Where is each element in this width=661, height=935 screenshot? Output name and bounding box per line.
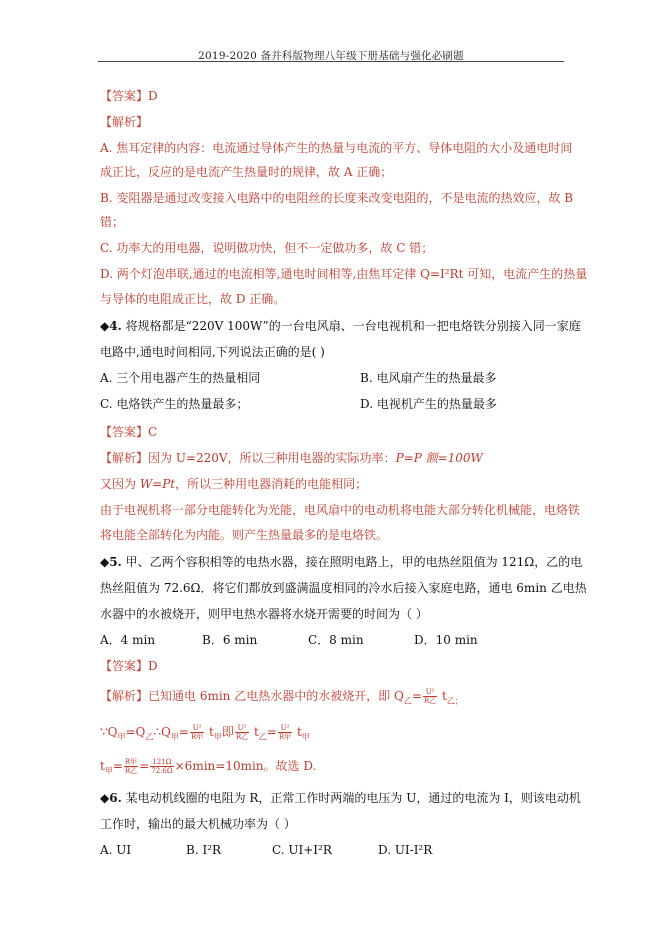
q5-sub-yi-end: 乙； (446, 696, 463, 706)
q4-stem-line1 (100, 318, 581, 334)
q5-t3: t (250, 725, 259, 739)
q4-analysis-line4: 将电能全部转化为内能。则产生热量最多的是电烙铁。 (100, 528, 389, 542)
q5-fraction-u2-over-ryi-2 (235, 724, 249, 741)
q6-stem-line1 (100, 790, 581, 806)
q5-t2: t (205, 725, 214, 739)
q5-sub-jia: 甲 (117, 732, 126, 742)
q6-stem-text1: 某电动机线圈的电阻为 R，正常工作时两端的电压为 U，通过的电流为 I，则该电动机 (121, 791, 581, 805)
q4-option-c: C. 电烙铁产生的热量最多； (100, 397, 249, 411)
q5-because-q: ∵Q (100, 725, 118, 739)
q4-bullet: ◆4. (100, 319, 122, 333)
q5-bullet: ◆5. (100, 555, 122, 569)
q5-eq4: = (112, 759, 123, 773)
q5-eq2: = (178, 725, 189, 739)
q5-fraction-rjia-over-ryi (124, 758, 138, 775)
q5-t: t (438, 689, 447, 703)
q5-t4: t (293, 725, 302, 739)
q4-answer: 【答案】C (100, 425, 158, 439)
frac-den: R乙 (235, 733, 249, 741)
q3-analysis-d-line2: 与导体的电阻成正比，故 D 正确。 (100, 292, 286, 306)
q5-option-b: B．6 min (202, 633, 258, 647)
frac-num: U² (235, 724, 249, 733)
frac-num: U² (278, 724, 292, 733)
q5-analysis-line1 (100, 688, 463, 709)
q5-stem-line1 (100, 554, 582, 570)
frac-den: R甲 (190, 733, 204, 741)
q4-option-b: B. 电风扇产生的热量最多 (360, 371, 497, 385)
q4-option-d: D. 电视机产生的热量最多 (360, 397, 497, 411)
q6-option-b: B. I²R (186, 843, 222, 857)
q5-stem-line3: 水器中的水被烧开，则甲电热水器将水烧开需要的时间为（ ） (100, 607, 428, 621)
q4-analysis-text1: 【解析】因为 U=220V，所以三种用电器的实际功率： (100, 451, 396, 465)
q5-sub-jia5: 甲 (104, 766, 113, 776)
q5-analysis-text1: 【解析】已知通电 6min 乙电热水器中的水被烧开，即 Q (100, 689, 404, 703)
q3-analysis-d-line1: D. 两个灯泡串联,通过的电流相等,通电时间相等,由焦耳定律 Q=I²Rt 可知，电流产生的热量 (100, 267, 588, 281)
q4-option-a: A. 三个用电器产生的热量相同 (100, 371, 261, 385)
q4-analysis-text2a: 又因为 (100, 477, 140, 491)
q5-option-d: D．10 min (414, 633, 478, 647)
q5-sub-yi: 乙 (403, 696, 412, 706)
q5-therefore-q: ∴Q (153, 725, 171, 739)
frac-den: 72.6Ω (151, 767, 173, 775)
q5-eq-q: =Q (125, 725, 146, 739)
q5-answer: 【答案】D (100, 659, 158, 673)
q5-fraction-u2-over-rjia-2 (278, 724, 292, 741)
q6-option-c: C. UI+I²R (272, 843, 332, 857)
q5-analysis-line3 (100, 758, 316, 779)
frac-den: R甲 (278, 733, 292, 741)
q6-option-d: D. UI-I²R (378, 843, 433, 857)
q3-analysis-a-line1: A. 焦耳定律的内容：电流通过导体产生的热量与电流的平方、导体电阻的大小及通电时间 (100, 141, 573, 155)
q5-sub-jia3: 甲 (213, 732, 222, 742)
q5-fraction-u2-over-ryi (423, 688, 437, 705)
q6-stem-line2: 工作时，输出的最大机械功率为（ ） (100, 817, 296, 831)
frac-num: U² (423, 688, 437, 697)
q6-option-a: A. UI (100, 843, 132, 857)
q5-stem-text1: 甲、乙两个容积相等的电热水器，接在照明电路上，甲的电热丝阻值为 121Ω，乙的电 (121, 555, 583, 569)
q4-analysis-line1 (100, 450, 483, 466)
q3-answer: 【答案】D (100, 89, 158, 103)
q4-analysis-text2c: ，所以三种用电器消耗的电能相同； (175, 477, 368, 491)
q5-option-c: C．8 min (308, 633, 364, 647)
q5-sub-yi2: 乙 (145, 732, 154, 742)
frac-den: R乙 (423, 697, 437, 705)
header-divider (98, 61, 564, 62)
q5-eq3: = (266, 725, 277, 739)
q5-sub-yi3: 乙 (258, 732, 267, 742)
q5-eq5: = (139, 759, 150, 773)
q5-stem-line2: 热丝阻值为 72.6Ω．将它们都放到盛满温度相同的冷水后接入家庭电路，通电 6min 乙电热 (100, 581, 587, 595)
q5-option-a: A．4 min (100, 633, 156, 647)
q3-analysis-b-line1: B. 变阻器是通过改变接入电路中的电阻丝的长度来改变电阻的，不是电流的热效应，故 B (100, 191, 574, 205)
q3-analysis-a-line2: 成正比，反应的是电流产生热量时的规律，故 A 正确； (100, 165, 393, 179)
q5-sub-jia2: 甲 (170, 732, 179, 742)
frac-num: R甲 (124, 758, 138, 766)
q3-analysis-b-line2: 错； (100, 215, 125, 229)
q3-analysis-label: 【解析】 (100, 115, 149, 129)
q4-analysis-power: P=P 额=100W (395, 451, 483, 465)
q5-eq: = (411, 689, 422, 703)
q4-stem-line2: 电路中,通电时间相同,下列说法正确的是( ) (100, 345, 325, 359)
q6-bullet: ◆6. (100, 791, 122, 805)
q5-t5: t (100, 759, 105, 773)
q5-ji: 即 (221, 725, 234, 739)
q4-stem-text1: 将规格都是“220V 100W”的一台电风扇、一台电视机和一把电烙铁分别接入同一家庭 (121, 319, 581, 333)
page-header: 2019-2020 备并科版物理八年级下册基础与强化必刷题 (198, 50, 464, 62)
frac-num: 121Ω (150, 758, 173, 767)
q5-result: ×6min=10min。故选 D. (174, 759, 317, 773)
q5-fraction-121-over-726 (150, 758, 173, 775)
q3-analysis-c-line1: C. 功率大的用电器，说明做功快，但不一定做功多，故 C 错； (100, 241, 434, 255)
frac-num: U² (190, 724, 204, 733)
q4-analysis-formula: W=Pt (139, 477, 176, 491)
q4-analysis-line2 (100, 476, 367, 492)
frac-den: R乙 (124, 767, 138, 775)
q4-analysis-line3: 由于电视机将一部分电能转化为光能，电风扇中的电动机将电能大部分转化机械能，电烙铁 (100, 503, 581, 517)
q5-analysis-line2 (100, 724, 310, 745)
q5-sub-jia4: 甲 (301, 732, 310, 742)
q5-fraction-u2-over-rjia (190, 724, 204, 741)
